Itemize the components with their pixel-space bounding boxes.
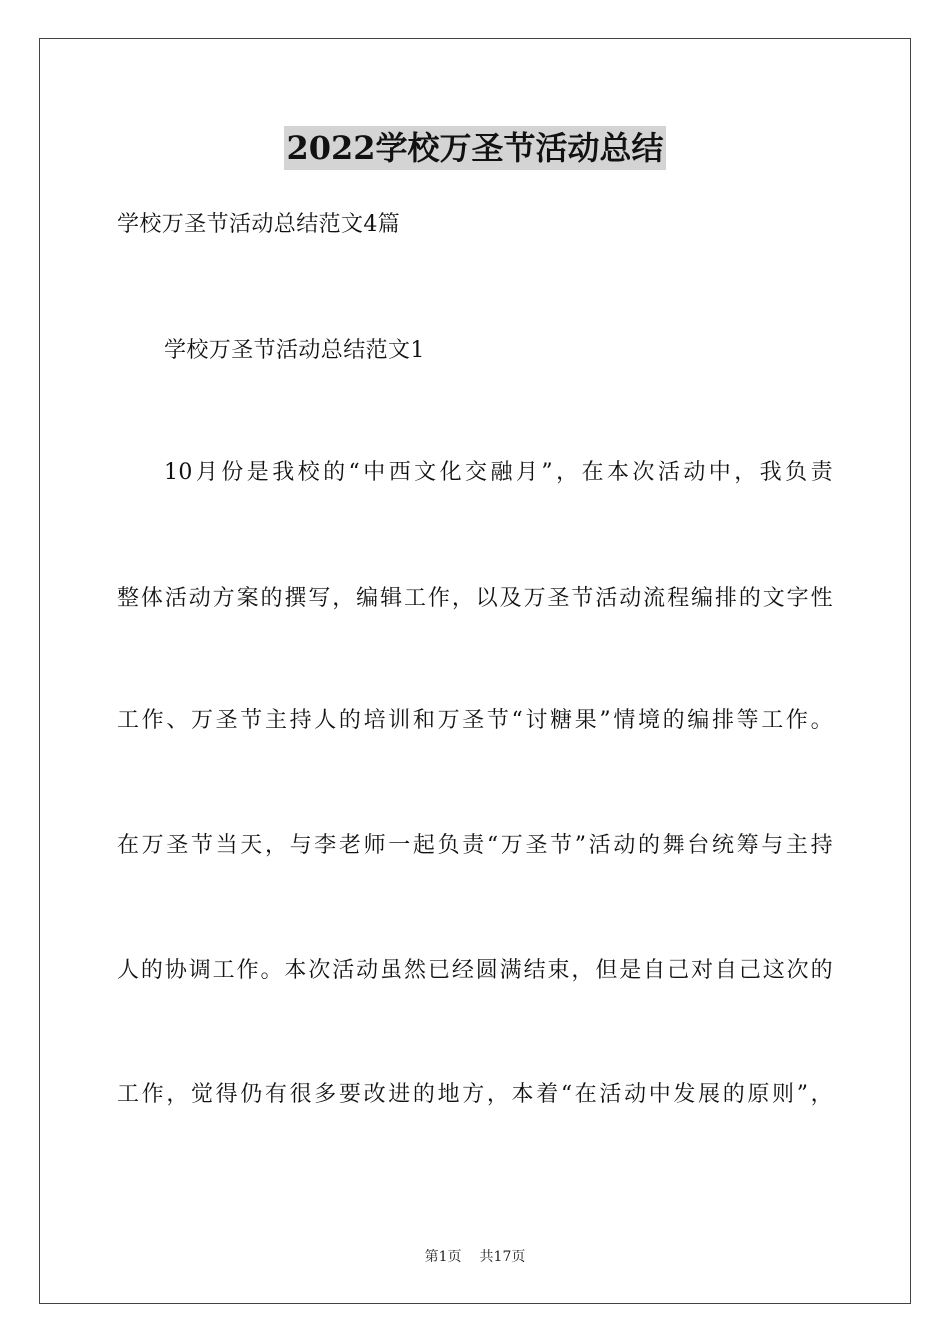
document-title: 2022学校万圣节活动总结 (284, 126, 665, 170)
document-subtitle: 学校万圣节活动总结范文4篇 (117, 212, 401, 237)
section-heading: 学校万圣节活动总结范文1 (164, 338, 425, 363)
body-line-1: 10月份是我校的“中西文化交融月”，在本次活动中，我负责 (164, 460, 833, 485)
body-line-5: 人的协调工作。本次活动虽然已经圆满结束，但是自己对自己这次的 (117, 958, 833, 983)
body-line-2: 整体活动方案的撰写，编辑工作，以及万圣节活动流程编排的文字性 (117, 586, 833, 611)
page-footer (0, 1248, 950, 1266)
title-container (0, 126, 950, 170)
page-number-current: 第1页 (424, 1249, 462, 1265)
body-line-4: 在万圣节当天，与李老师一起负责“万圣节”活动的舞台统筹与主持 (117, 833, 833, 858)
body-line-6: 工作，觉得仍有很多要改进的地方，本着“在活动中发展的原则”， (117, 1082, 833, 1107)
body-line-3: 工作、万圣节主持人的培训和万圣节“讨糖果”情境的编排等工作。 (117, 708, 833, 733)
page-number-total: 共17页 (479, 1249, 526, 1265)
